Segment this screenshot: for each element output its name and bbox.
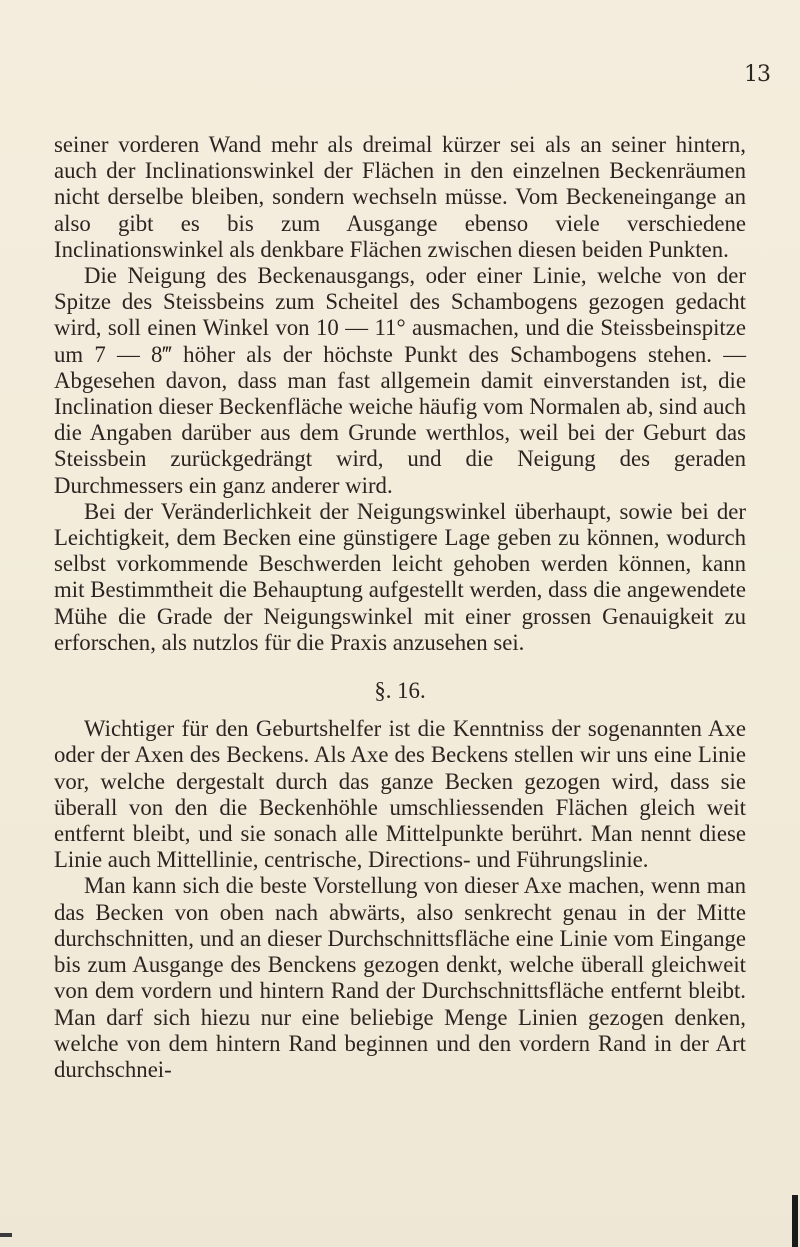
paragraph-4: Wichtiger für den Geburtshelfer ist die Kenntniss der sogenannten Axe oder der Axen des Beckens. Als Axe des Beckens stellen wir uns eine Linie vor, welche dergestalt durch das ganze Becken gezogen wird, dass sie überall von den die Beckenhöhle umschliessenden Flächen gleich weit entfernt bleibt, und sie sonach alle Mittelpunkte berührt. Man nennt diese Linie auch Mittellinie, centrische, Directions- und Führungslinie.: [54, 716, 746, 873]
paragraph-5: Man kann sich die beste Vorstellung von dieser Axe machen, wenn man das Becken von oben nach abwärts, also senkrecht genau in der Mitte durchschnitten, und an dieser Durchschnittsfläche eine Linie vom Eingange bis zum Ausgange des Benckens gezogen denkt, welche überall gleichweit von dem vordern und hintern Rand der Durchschnittsfläche entfernt bleibt. Man darf sich hiezu nur eine beliebige Menge Linien gezogen denken, welche von dem hintern Rand beginnen und den vordern Rand in der Art durchschnei-: [54, 873, 746, 1082]
page-number: 13: [744, 62, 770, 87]
section-heading: §. 16.: [374, 678, 426, 704]
paragraph-2: Die Neigung des Beckenausgangs, oder einer Linie, welche von der Spitze des Steissbeins zum Scheitel des Schambogens gezogen gedacht wird, soll einen Winkel von 10 — 11° ausmachen, und die Steissbeinspitze um 7 — 8‴ höher als der höchste Punkt des Schambogens stehen. — Abgesehen davon, dass man fast allgemein damit einverstanden ist, die Inclination dieser Beckenfläche weiche häufig vom Normalen ab, sind auch die Angaben darüber aus dem Grunde werthlos, weil bei der Geburt das Steissbein zurückgedrängt wird, und die Neigung des geraden Durchmessers ein ganz anderer wird.: [54, 263, 746, 498]
scan-edge-bar: [792, 1195, 798, 1247]
scan-edge-mark: [0, 1233, 12, 1237]
paragraph-1: seiner vorderen Wand mehr als dreimal kürzer sei als an seiner hintern, auch der Inclinationswinkel der Flächen in den einzelnen Beckenräumen nicht derselbe bleiben, sondern wechseln müsse. Vom Beckeneingange an also gibt es bis zum Ausgange ebenso viele verschiedene Inclinationswinkel als denkbare Flächen zwischen diesen beiden Punkten.: [54, 132, 746, 262]
paragraph-3: Bei der Veränderlichkeit der Neigungswinkel überhaupt, sowie bei der Leichtigkeit, dem Becken eine günstigere Lage geben zu können, wodurch selbst vorkommende Beschwerden leicht gehoben werden können, kann mit Bestimmtheit die Behauptung aufgestellt werden, dass die angewendete Mühe die Grade der Neigungswinkel mit einer grossen Genauigkeit zu erforschen, als nutzlos für die Praxis anzusehen sei.: [54, 498, 746, 655]
body-text: [54, 132, 746, 1083]
